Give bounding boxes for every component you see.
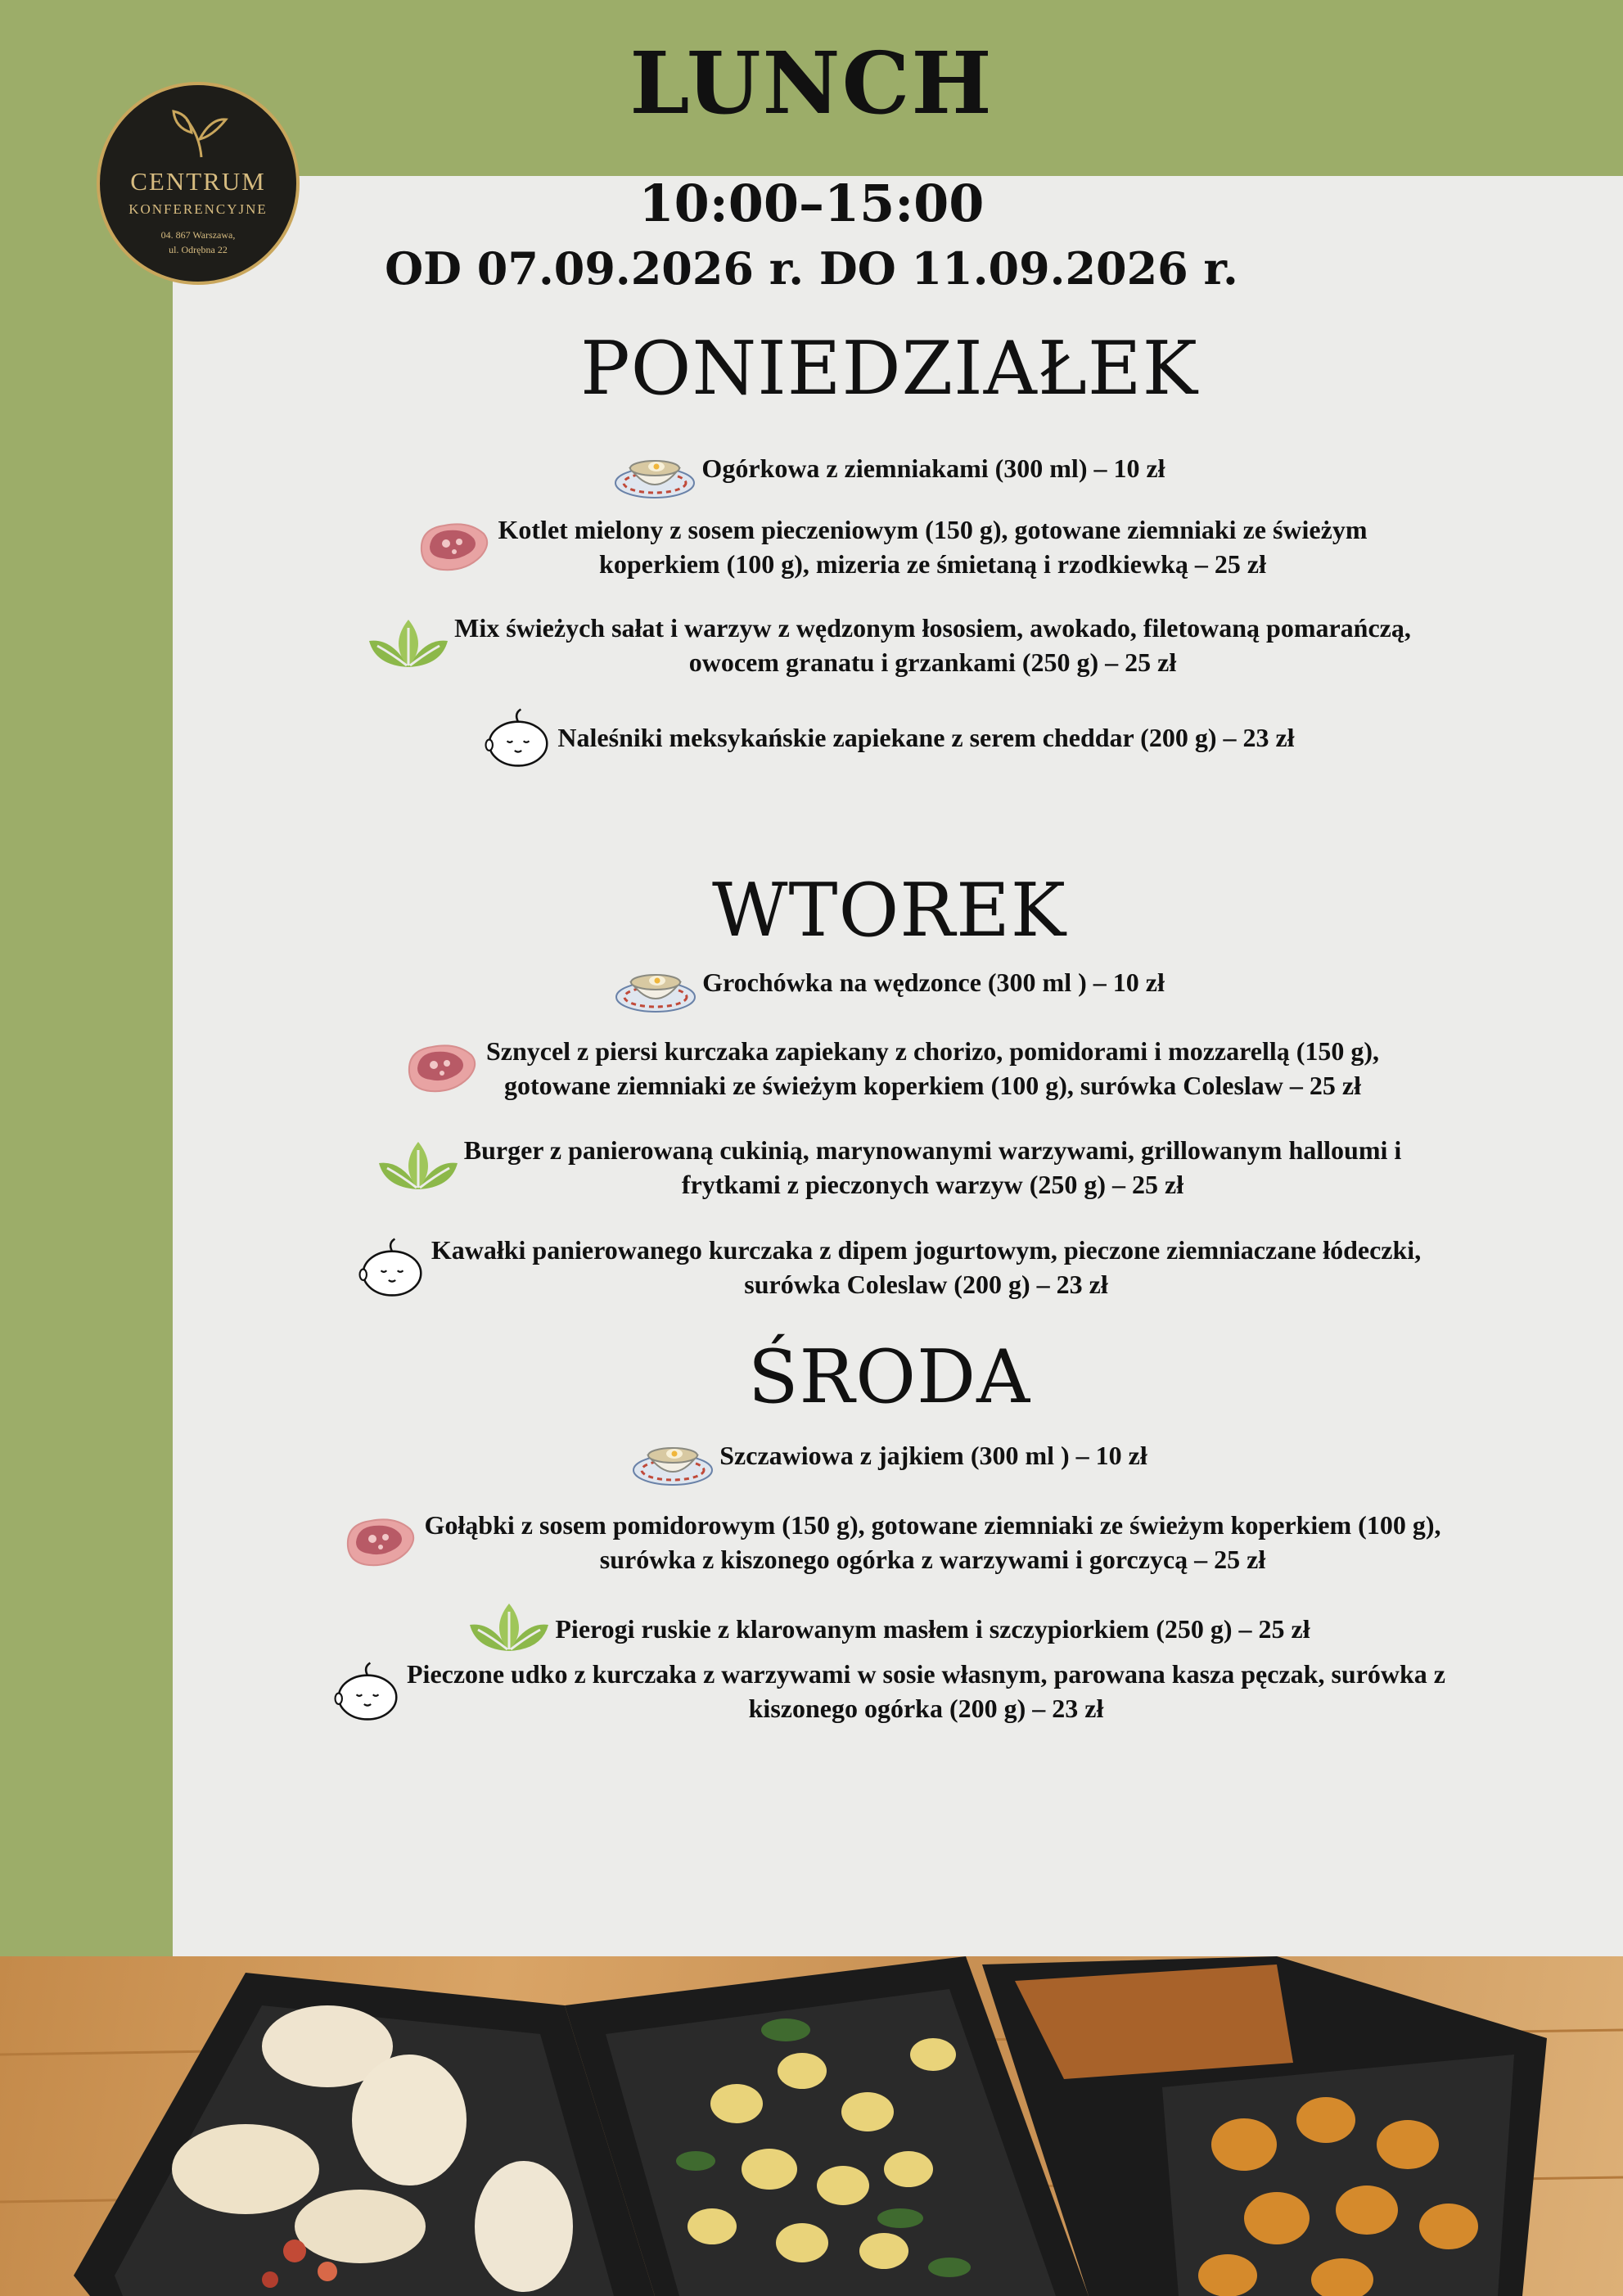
menu-item	[156, 701, 1623, 774]
menu-item-text: Sznycel z piersi kurczaka zapiekany z chorizo, pomidorami i mozzarellą (150 g),	[485, 1036, 1380, 1066]
menu-item-text: Kotlet mielony z sosem pieczeniowym (150 g), gotowane ziemniaki ze świeżym	[498, 515, 1368, 544]
food-containers-illustration	[0, 1956, 1623, 2296]
menu-item	[156, 606, 1623, 684]
logo-address-line1: 04. 867 Warszawa,	[160, 229, 236, 241]
menu-item	[156, 435, 1623, 501]
menu-item-text-line2: koperkiem (100 g), mizeria ze śmietaną i rzodkiewką – 25 zł	[599, 549, 1266, 579]
baby-icon	[484, 705, 552, 770]
soup-icon	[631, 1423, 715, 1488]
soup-icon	[613, 435, 697, 501]
page-title: LUNCH	[629, 33, 994, 133]
menu-item-text: Szczawiowa z jajkiem (300 ml ) – 10 zł	[719, 1441, 1147, 1470]
leaf-icon	[377, 1139, 459, 1196]
menu-item	[156, 1423, 1623, 1488]
logo-address-line2: ul. Odrębna 22	[169, 244, 228, 255]
logo-subname: KONFERENCYJNE	[128, 201, 268, 217]
date-range: OD 07.09.2026 r. DO 11.09.2026 r.	[385, 242, 1238, 295]
meat-icon	[399, 1034, 481, 1103]
meat-icon	[412, 512, 494, 581]
menu-item	[156, 1652, 1623, 1730]
baby-icon	[358, 1234, 426, 1300]
menu-item-text: Mix świeżych sałat i warzyw z wędzonym łososiem, awokado, filetowaną pomarańczą,	[454, 613, 1411, 643]
menu-item-text: Grochówka na wędzonce (300 ml ) – 10 zł	[702, 968, 1165, 997]
meat-icon	[338, 1508, 420, 1577]
menu-item-text: Pieczone udko z kurczaka z warzywami w sosie własnym, parowana kasza pęczak, surówka z	[407, 1659, 1445, 1689]
day-heading-monday: PONIEDZIAŁEK	[580, 326, 1198, 412]
baby-icon	[333, 1658, 402, 1724]
menu-item	[156, 507, 1623, 586]
food-photo	[0, 1956, 1623, 2296]
menu-item	[156, 1503, 1623, 1581]
menu-item	[156, 1029, 1623, 1107]
leaf-icon	[468, 1600, 550, 1658]
menu-item	[156, 1128, 1623, 1207]
menu-item-text: Pierogi ruskie z klarowanym masłem i szczypiorkiem (250 g) – 25 zł	[555, 1614, 1310, 1644]
menu-item-text-line2: surówka Coleslaw (200 g) – 23 zł	[744, 1270, 1108, 1299]
leaf-icon	[367, 616, 449, 674]
menu-item-text: Burger z panierowaną cukinią, marynowanymi warzywami, grillowanym halloumi i	[463, 1135, 1402, 1165]
menu-item-text: Gołąbki z sosem pomidorowym (150 g), gotowane ziemniaki ze świeżym koperkiem (100 g),	[424, 1510, 1441, 1540]
soup-icon	[614, 950, 697, 1015]
menu-item-text: Kawałki panierowanego kurczaka z dipem jogurtowym, pieczone ziemniaczane łódeczki,	[431, 1235, 1422, 1265]
opening-hours: 10:00–15:00	[638, 174, 985, 233]
menu-item-text-line2: owocem granatu i grzankami (250 g) – 25 zł	[688, 647, 1177, 677]
menu-item-text-line2: gotowane ziemniaki ze świeżym koperkiem (100 g), surówka Coleslaw – 25 zł	[504, 1071, 1361, 1100]
menu-item-text-line2: surówka z kiszonego ogórka z warzywami i gorczycą – 25 zł	[599, 1545, 1266, 1574]
menu-item	[156, 950, 1623, 1015]
day-heading-wednesday: ŚRODA	[747, 1334, 1031, 1420]
menu-item-text: Ogórkowa z ziemniakami (300 ml) – 10 zł	[701, 453, 1165, 483]
day-heading-tuesday: WTOREK	[711, 868, 1067, 954]
menu-item-text: Naleśniki meksykańskie zapiekane z serem cheddar (200 g) – 23 zł	[557, 723, 1295, 752]
menu-item	[156, 1228, 1623, 1306]
logo-name: CENTRUM	[130, 167, 266, 196]
menu-item-text-line2: frytkami z pieczonych warzyw (250 g) – 25 zł	[681, 1170, 1184, 1199]
menu-item-text-line2: kiszonego ogórka (200 g) – 23 zł	[748, 1694, 1104, 1723]
